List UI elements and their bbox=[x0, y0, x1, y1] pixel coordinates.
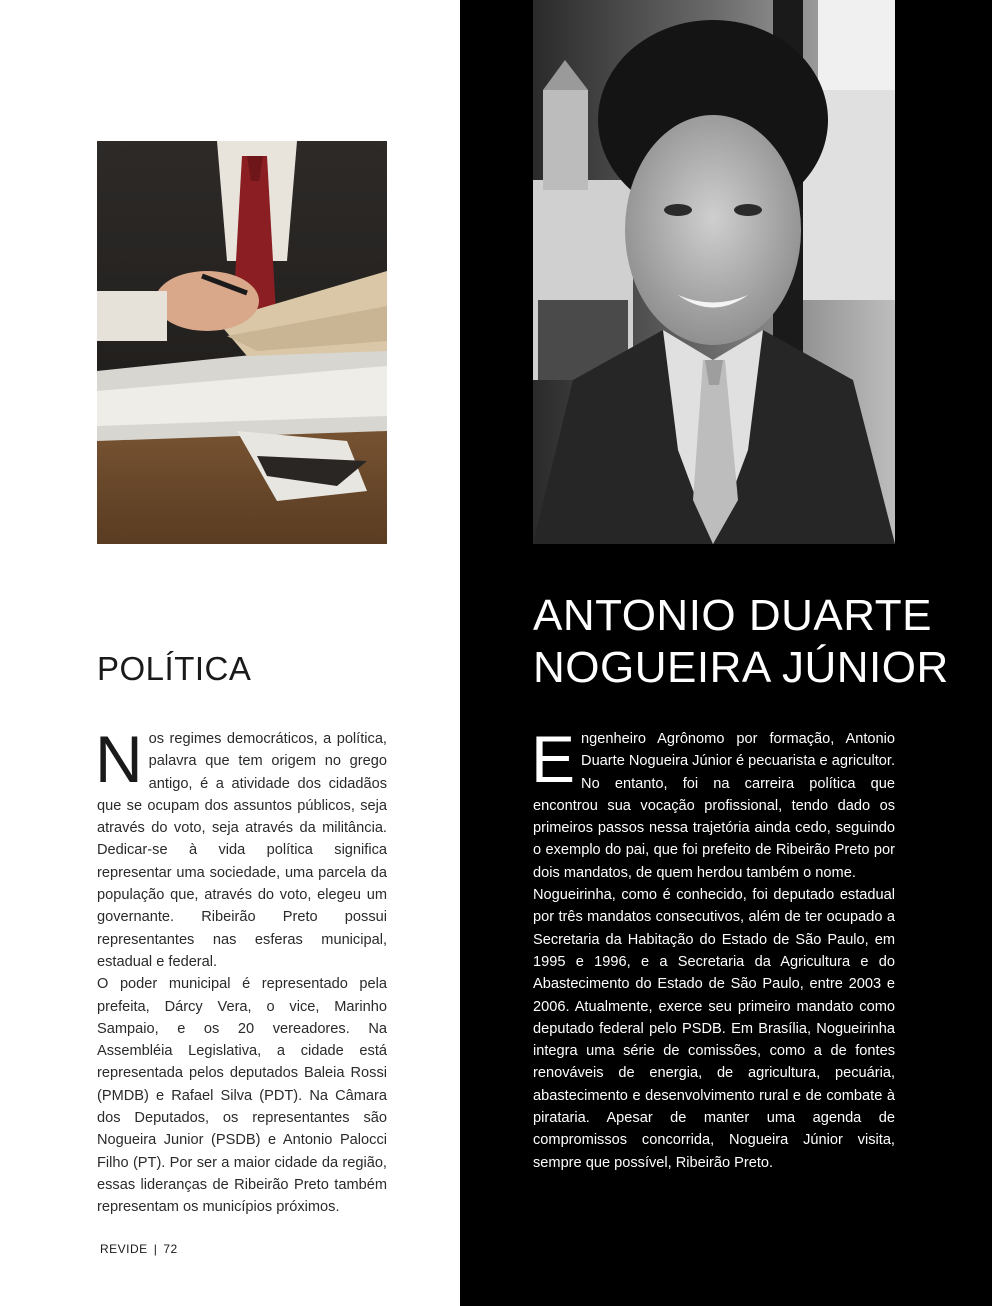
section-title: POLÍTICA bbox=[97, 650, 252, 687]
person-name-line2: NOGUEIRA JÚNIOR bbox=[533, 643, 949, 692]
person-name-line1: ANTONIO DUARTE bbox=[533, 591, 932, 640]
left-paragraph-1: os regimes democráticos, a política, palavra que tem origem no grego antigo, é a atividade dos cidadãos que se ocupam dos assuntos públicos, seja através do voto, seja através da militância. Dedicar-se à vida política significa representar uma sociedade, uma parcela da população que, através do voto, elegeu um governante. Ribeirão Preto possui representantes nas esferas municipal, estadual e federal. bbox=[97, 731, 387, 970]
left-paragraph-2: O poder municipal é representado pela prefeita, Dárcy Vera, o vice, Marinho Sampaio, e os 20 vereadores. Na Assembléia Legislativa, a cidade está representada pelos deputados Baleia Rossi (PMDB) e Rafael Silva (PDT). Na Câmara dos Deputados, os representantes são Nogueira Junior (PSDB) e Antonio Palocci Filho (PT). Por ser a maior cidade da região, essas lideranças de Ribeirão Preto também representam os municípios próximos. bbox=[97, 976, 387, 1216]
right-paragraph-2: Nogueirinha, como é conhecido, foi deputado estadual por três mandatos consecutivos, além de ter ocupado a Secretaria da Habitação do Estado de São Paulo, em 1995 e 1996, e a Secretaria da Agricultura e do Abastecimento do Estado de São Paulo, entre 2003 e 2006. Atualmente, exerce seu primeiro mandato como deputado federal pelo PSDB. Em Brasília, Nogueirinha integra uma série de comissões, como a de fontes renováveis de energia, de agricultura, pecuária, abastecimento e desenvolvimento rural e de combate à pirataria. Apesar de manter uma agenda de compromissos concorrida, Nogueira Júnior visita, sempre que possível, Ribeirão Preto. bbox=[533, 887, 895, 1171]
magazine-name: REVIDE bbox=[100, 1242, 148, 1256]
right-article-body bbox=[531, 722, 895, 1174]
left-article-body bbox=[95, 722, 387, 1219]
page-number: 72 bbox=[163, 1242, 178, 1256]
footer-separator: | bbox=[153, 1242, 158, 1256]
page-footer bbox=[100, 1242, 178, 1256]
person-name bbox=[533, 590, 953, 694]
dropcap-e: E bbox=[531, 722, 576, 796]
right-paragraph-1: ngenheiro Agrônomo por formação, Antonio Duarte Nogueira Júnior é pecuarista e agricultor. No entanto, foi na carreira política que encontrou sua vocação profissional, tendo dado os primeiros passos nessa trajetória ainda cedo, seguindo o exemplo do pai, que foi prefeito de Ribeirão Preto por dois mandatos, de quem herdou também o nome. bbox=[533, 731, 895, 881]
desk-photo bbox=[97, 141, 387, 544]
dropcap-n: N bbox=[95, 722, 143, 796]
portrait-photo bbox=[533, 0, 895, 544]
